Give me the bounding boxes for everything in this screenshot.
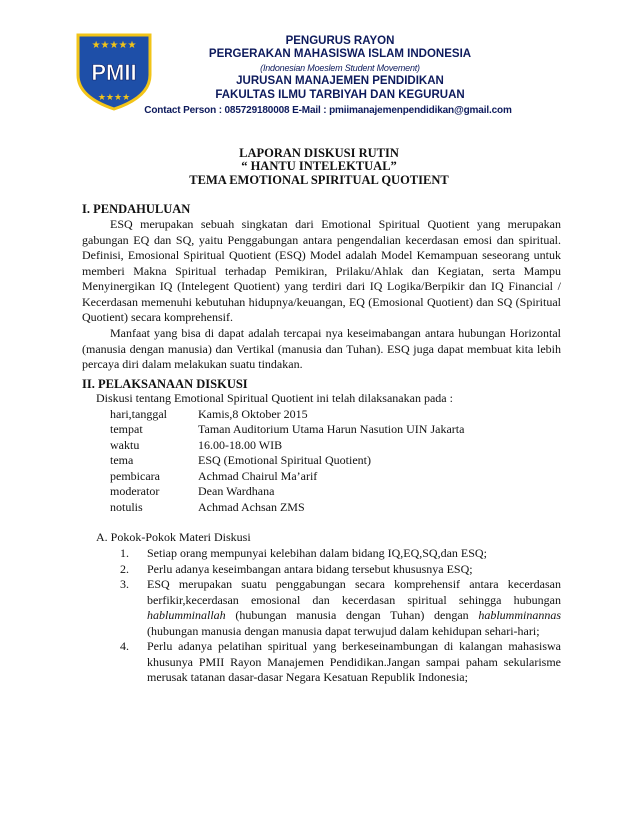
list-item-italic-term: hablumminallah	[147, 608, 226, 622]
report-subtitle: “ HANTU INTELEKTUAL”	[241, 159, 397, 173]
list-item: Perlu adanya pelatihan spiritual yang berkeseinambungan di kalangan mahasiswa khusunya PMII Rayon Manajemen Pendidikan.Jangan sampai paham sekularisme merusak tatanan dasar-dasar Negara Kesatuan Republik Indonesia;	[147, 639, 561, 684]
list-item	[147, 577, 561, 639]
list-number: 3.	[120, 577, 129, 591]
detail-key: hari,tanggal	[110, 407, 167, 421]
detail-row	[110, 469, 317, 484]
detail-row	[110, 484, 274, 499]
detail-row	[110, 500, 305, 515]
list-item-italic-term: hablumminannas	[478, 608, 561, 622]
svg-text:★★★★★: ★★★★★	[91, 40, 137, 51]
subsection-heading-topics: A. Pokok-Pokok Materi Diskusi	[96, 530, 251, 544]
section-heading-implementation: II. PELAKSANAAN DISKUSI	[82, 377, 248, 391]
list-number: 4.	[120, 639, 129, 653]
report-theme: TEMA EMOTIONAL SPIRITUAL QUOTIENT	[189, 173, 449, 187]
list-item-text: (hubungan manusia dengan Tuhan) dengan	[225, 608, 479, 622]
detail-row	[110, 438, 282, 453]
list-item: Setiap orang mempunyai kelebihan dalam bidang IQ,EQ,SQ,dan ESQ;	[147, 546, 487, 560]
list-number: 2.	[120, 562, 129, 576]
implementation-intro: Diskusi tentang Emotional Spiritual Quotient ini telah dilaksanakan pada :	[96, 391, 453, 405]
detail-value: Dean Wardhana	[198, 484, 275, 498]
org-name: PENGURUS RAYON	[285, 35, 395, 47]
detail-key: tema	[110, 453, 134, 467]
list-number: 1.	[120, 546, 129, 560]
detail-value: Kamis,8 Oktober 2015	[198, 407, 308, 421]
list-item-text: (hubungan manusia dengan manusia dapat terwujud dalam kehidupan sehari-hari;	[147, 623, 540, 638]
contact-info: Contact Person : 085729180008 E-Mail : pmiimanajemenpendidikan@gmail.com	[144, 105, 512, 116]
detail-key: waktu	[110, 438, 140, 452]
list-item: Perlu adanya keseimbangan antara bidang tersebut khususnya ESQ;	[147, 562, 473, 576]
list-item-text: ESQ merupakan suatu penggabungan secara komprehensif antara kecerdasan berfikir,kecerdasan emosional dan kecerdasan spiritual sehingga hubungan	[147, 577, 561, 607]
department-name: JURUSAN MANAJEMEN PENDIDIKAN	[236, 75, 444, 87]
detail-value: Achmad Chairul Ma’arif	[198, 469, 318, 483]
svg-text:★★★★: ★★★★	[97, 93, 131, 103]
detail-row	[110, 407, 308, 422]
detail-row	[110, 422, 464, 437]
section-heading-introduction: I. PENDAHULUAN	[82, 202, 191, 216]
org-english-name: (Indonesian Moeslem Student Movement)	[260, 63, 420, 73]
detail-value: Achmad Achsan ZMS	[198, 500, 305, 514]
detail-value: 16.00-18.00 WIB	[198, 438, 283, 452]
report-title: LAPORAN DISKUSI RUTIN	[239, 146, 399, 160]
intro-paragraph-1: ESQ merupakan sebuah singkatan dari Emotional Spiritual Quotient yang merupakan gabungan EQ dan SQ, yaitu Penggabungan antara pengendalian kecerdasan emosi dan spiritual. Definisi, Emosional Spiritual Quotient (ESQ) Model adalah Model Kemampuan seseorang untuk memberi Makna Spiritual terhadap Pemikiran, Prilaku/Ahlak dan Kegiatan, serta Mampu Menyinergikan IQ (Intelegent Quotient) yang terdiri dari IQ Logika/Berpikir dan IQ Financial / Kecerdasan memenuhi kebutuhan hidupnya/keuangan, EQ (Emosional Quotient) dan SQ (Spiritual Quotient) secara komprehensif.	[82, 217, 561, 324]
detail-value: ESQ (Emotional Spiritual Quotient)	[198, 453, 371, 467]
pmii-logo	[74, 31, 154, 111]
detail-key: notulis	[110, 500, 143, 514]
detail-value: Taman Auditorium Utama Harun Nasution UIN Jakarta	[198, 422, 465, 436]
detail-key: tempat	[110, 422, 143, 436]
faculty-name: FAKULTAS ILMU TARBIYAH DAN KEGURUAN	[215, 89, 465, 101]
detail-key: moderator	[110, 484, 160, 498]
detail-row	[110, 453, 371, 468]
logo-text: PMII	[91, 60, 137, 85]
detail-key: pembicara	[110, 469, 160, 483]
org-full-name: PERGERAKAN MAHASISWA ISLAM INDONESIA	[208, 48, 472, 60]
intro-paragraph-2: Manfaat yang bisa di dapat adalah tercapai nya keseimabangan antara hubungan Horizontal (manusia dengan manusia) dan Vertikal (manusia dan Tuhan). ESQ juga dapat membuat kita lebih percaya diri dalam melakukan suatu tindakan.	[82, 326, 561, 371]
